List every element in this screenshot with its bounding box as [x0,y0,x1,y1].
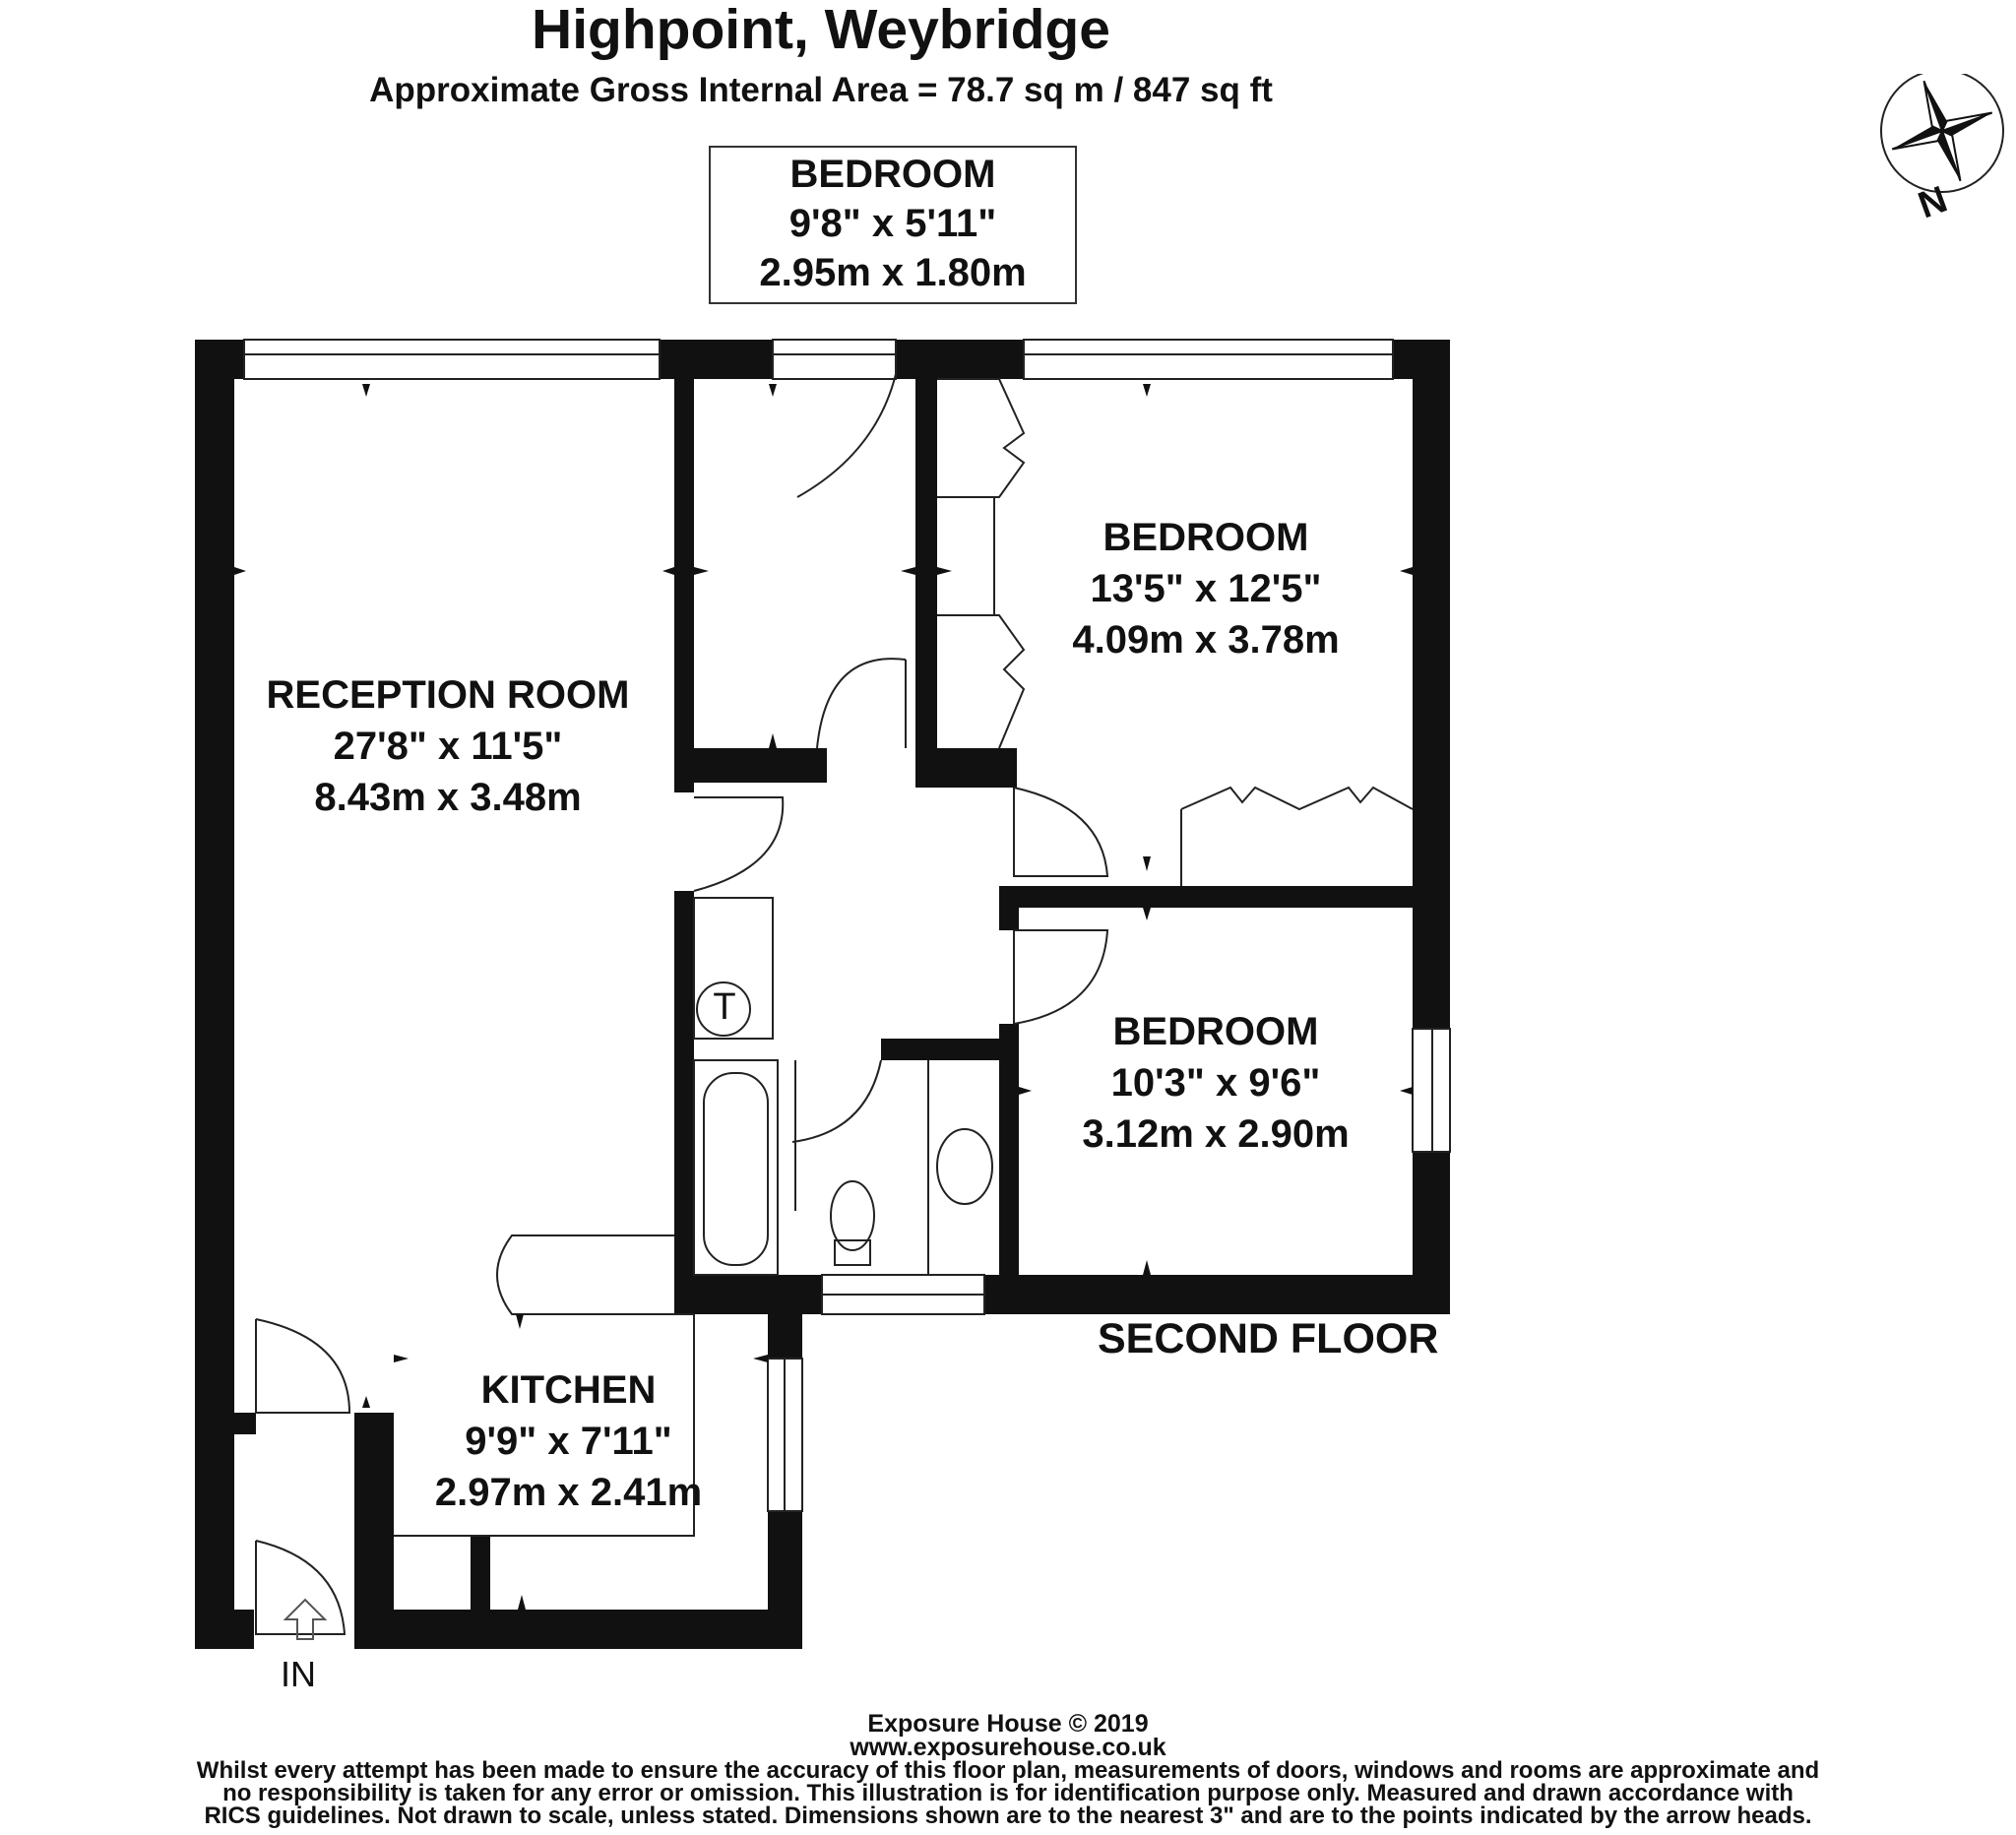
room-dimensions-metric: 8.43m x 3.48m [314,776,582,819]
door-swing [256,1541,345,1634]
wall-segment [999,1024,1019,1314]
wardrobe [937,379,1024,497]
room-dimensions-imperial: 9'9" x 7'11" [465,1420,672,1463]
door-swing [792,1060,881,1142]
door-swing [694,797,783,891]
door-swing [1014,788,1107,876]
footer-website[interactable]: www.exposurehouse.co.uk [850,1734,1166,1761]
room-dimensions-imperial: 13'5" x 12'5" [1090,567,1322,610]
room-dimensions-metric: 4.09m x 3.78m [1072,618,1340,662]
room-name: BEDROOM [1102,516,1309,559]
door-swing [256,1319,349,1413]
wall-segment [674,1039,694,1058]
wall-segment [674,1275,822,1314]
wall-segment [984,1275,1450,1314]
plan-title: Highpoint, Weybridge [532,0,1110,61]
wall-segment [674,379,694,792]
wall-segment [354,1610,802,1649]
gross-area-subtitle: Approximate Gross Internal Area = 78.7 sq m / 847 sq ft [369,71,1273,109]
room-dimensions-imperial: 10'3" x 9'6" [1110,1061,1321,1105]
wall-segment [471,1536,490,1634]
room-label-bedroom-small [709,146,1077,304]
footer-disclaimer-line: Whilst every attempt has been made to ensure the accuracy of this floor plan, measurements of doors, windows and rooms are approximate and [196,1757,1820,1784]
room-name: BEDROOM [789,153,996,196]
room-name: KITCHEN [480,1368,657,1412]
room-dimensions-metric: 3.12m x 2.90m [1082,1112,1350,1156]
wall-segment [881,1039,1019,1060]
window [773,340,896,379]
wall-segment [234,1413,256,1434]
room-dimensions-metric: 2.95m x 1.80m [759,251,1027,294]
wall-segment [768,1314,802,1359]
wall-segment [195,1610,254,1649]
window [244,340,660,379]
footer-copyright: Exposure House © 2019 [867,1710,1149,1738]
footer-disclaimer-line: RICS guidelines. Not drawn to scale, unless stated. Dimensions shown are to the nearest 3" and are to the points indicated by the arrow heads. [204,1803,1812,1829]
wall-segment [674,748,827,783]
wardrobe [937,615,1024,748]
bath-inner [704,1073,768,1265]
room-dimensions-imperial: 9'8" x 5'11" [788,202,997,245]
door-swing [817,659,906,748]
wall-segment [354,1413,394,1649]
window [1024,340,1393,379]
room-name: RECEPTION ROOM [266,673,630,717]
wall-segment [660,340,773,379]
door-swing [797,374,896,497]
tank-label: T [713,986,736,1028]
wardrobe [1181,788,1413,809]
room-label-kitchen [394,1364,743,1518]
room-label-bedroom-lower [1043,1006,1388,1160]
wall-segment [915,379,937,783]
footer-disclaimer-line: no responsibility is taken for any error or omission. This illustration is for identification purpose only. Measured and drawn accordance with [222,1780,1794,1806]
wardrobe [937,497,994,615]
wall-segment [999,886,1019,930]
floor-label: SECOND FLOOR [1098,1315,1439,1362]
wall-segment [896,340,1024,379]
entrance-label: IN [281,1654,316,1694]
wall-segment [674,891,694,1314]
room-label-reception [236,669,660,823]
wall-segment [915,748,1017,788]
room-label-bedroom-large [1034,512,1378,665]
wall-segment [195,340,234,1649]
wall-segment [999,886,1450,908]
compass-north-label: N [1913,178,1953,227]
wall-segment [1413,340,1450,1029]
worktop [497,1235,694,1314]
room-dimensions-metric: 2.97m x 2.41m [434,1471,703,1514]
room-name: BEDROOM [1112,1010,1319,1053]
basin [937,1129,992,1204]
room-dimensions-imperial: 27'8" x 11'5" [333,725,563,768]
